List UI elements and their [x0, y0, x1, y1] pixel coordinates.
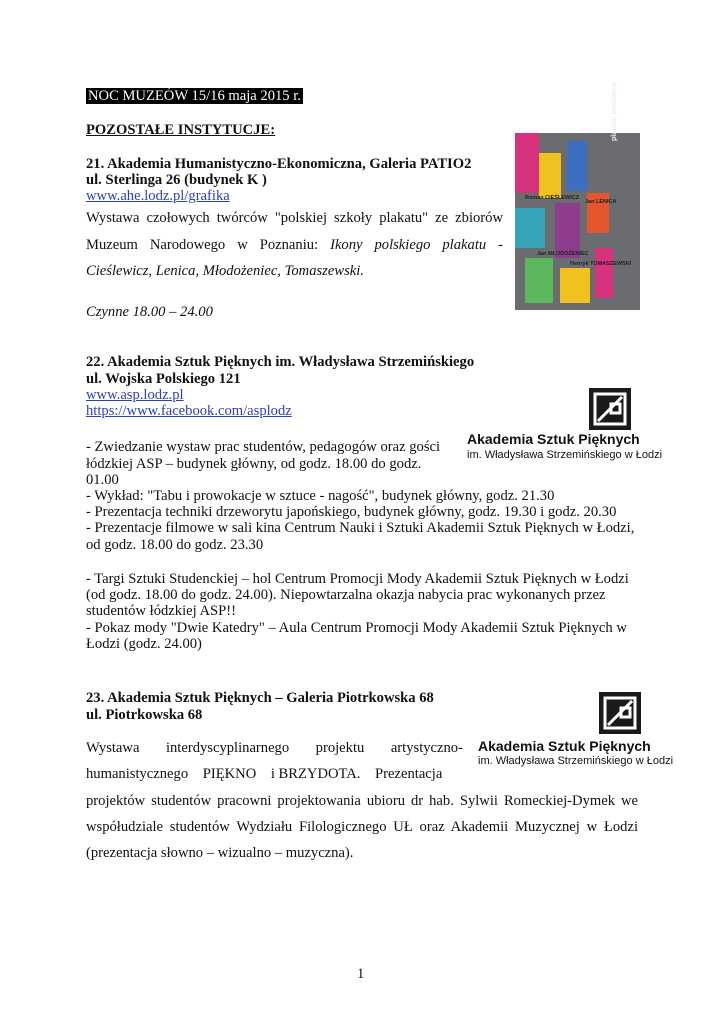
poster-name-2: Jan LENICA	[585, 199, 617, 205]
entry23-desc-line5: (prezentacja słowno – wizualno – muzyczna).	[86, 845, 354, 861]
page-number: 1	[357, 966, 365, 982]
entry22-link-facebook[interactable]: https://www.facebook.com/asplodz	[86, 403, 292, 419]
entry21-desc-exhibit: Ikony polskiego plakatu -	[330, 237, 504, 253]
entry21-desc-line1: Wystawa czołowych twórców "polskiej szkoły plakatu" ze zbiorów	[86, 210, 503, 226]
asp-logo-subtitle: im. Władysława Strzemińskiego w Łodzi	[467, 449, 663, 461]
entry21-desc-line2	[86, 237, 503, 254]
entry22-item: - Wykład: "Tabu i prowokacje w sztuce - nagość", budynek główny, godz. 21.30	[86, 488, 555, 504]
entry21-address: ul. Sterlinga 26 (budynek K )	[86, 172, 267, 188]
poster-image	[515, 81, 640, 310]
entry23-address: ul. Piotrkowska 68	[86, 707, 203, 723]
asp-logo	[464, 388, 663, 468]
entry23-title: 23. Akademia Sztuk Pięknych – Galeria Piotrkowska 68	[86, 690, 434, 706]
entry22-item: Łodzi (godz. 24.00)	[86, 636, 202, 652]
entry21-desc-line3: Cieślewicz, Lenica, Młodożeniec, Tomaszewski.	[86, 263, 364, 279]
poster-name-4: Henryk TOMASZEWSKI	[570, 261, 632, 267]
entry23-desc-line1	[86, 740, 463, 757]
title-highlight: NOC MUZEÓW 15/16 maja 2015 r.	[88, 88, 301, 104]
entry23-word: projektu	[315, 740, 365, 756]
document-title	[86, 88, 303, 105]
asp-logo-title: Akademia Sztuk Pięknych	[478, 738, 651, 754]
entry22-item: studentów łódzkiej ASP!!	[86, 603, 236, 619]
entry22-item: - Pokaz mody "Dwie Katedry" – Aula Centrum Promocji Mody Akademii Sztuk Pięknych w	[86, 620, 627, 636]
entry23-desc-line2: humanistycznego PIĘKNO i BRZYDOTA. Prezentacja	[86, 766, 443, 782]
poster-name-1: Roman CIEŚLEWICZ	[525, 195, 580, 201]
poster-name-3: Jan MŁODOŻENIEC	[537, 251, 589, 257]
poster-title: plakatu polskiego	[611, 81, 618, 141]
entry22-item: łódzkiej ASP – budynek główny, od godz. 18.00 do godz.	[86, 456, 422, 472]
asp-logo-mark	[599, 692, 641, 734]
section-heading: POZOSTAŁE INSTYTUCJE:	[86, 122, 276, 138]
entry22-item: (od godz. 18.00 do godz. 24.00). Niepowtarzalna okazja nabycia prac wykonanych przez	[86, 587, 606, 603]
entry21-link[interactable]: www.ahe.lodz.pl/grafika	[86, 188, 230, 204]
entry22-item: - Zwiedzanie wystaw prac studentów, pedagogów oraz gości	[86, 439, 441, 455]
entry22-title: 22. Akademia Sztuk Pięknych im. Władysława Strzemińskiego	[86, 354, 475, 370]
entry22-link-website[interactable]: www.asp.lodz.pl	[86, 387, 184, 403]
entry23-word: Wystawa	[86, 740, 140, 756]
entry23-desc-line3: projektów studentów pracowni projektowania ubioru dr hab. Sylwii Romeckiej-Dymek we	[86, 793, 638, 809]
asp-logo	[476, 692, 674, 772]
entry22-item: - Targi Sztuki Studenckiej – hol Centrum Promocji Mody Akademii Sztuk Pięknych w Łodzi	[86, 571, 629, 587]
entry21-title: 21. Akademia Humanistyczno-Ekonomiczna, Galeria PATIO2	[86, 156, 472, 172]
entry22-item: - Prezentacje filmowe w sali kina Centrum Nauki i Sztuki Akademii Sztuk Pięknych w Łodzi,	[86, 520, 635, 536]
entry23-word: interdyscyplinarnego	[165, 740, 290, 756]
asp-logo-mark	[589, 388, 631, 430]
asp-logo-subtitle: im. Władysława Strzemińskiego w Łodzi	[478, 755, 674, 767]
entry22-item: - Prezentacja techniki drzeworytu japońskiego, budynek główny, godz. 19.30 i godz. 20.30	[86, 504, 617, 520]
entry23-word: artystyczno-	[390, 740, 463, 756]
entry21-desc-museum: Muzeum Narodowego w Poznaniu:	[86, 237, 319, 253]
entry22-address: ul. Wojska Polskiego 121	[86, 371, 241, 387]
entry22-item: 01.00	[86, 472, 119, 488]
asp-logo-title: Akademia Sztuk Pięknych	[467, 431, 640, 447]
entry22-item: od godz. 18.00 do godz. 23.30	[86, 537, 264, 553]
entry21-hours: Czynne 18.00 – 24.00	[86, 304, 213, 320]
entry23-desc-line4: współudziale studentów Wydziału Filologicznego UŁ oraz Akademii Muzycznej w Łodzi	[86, 819, 638, 835]
